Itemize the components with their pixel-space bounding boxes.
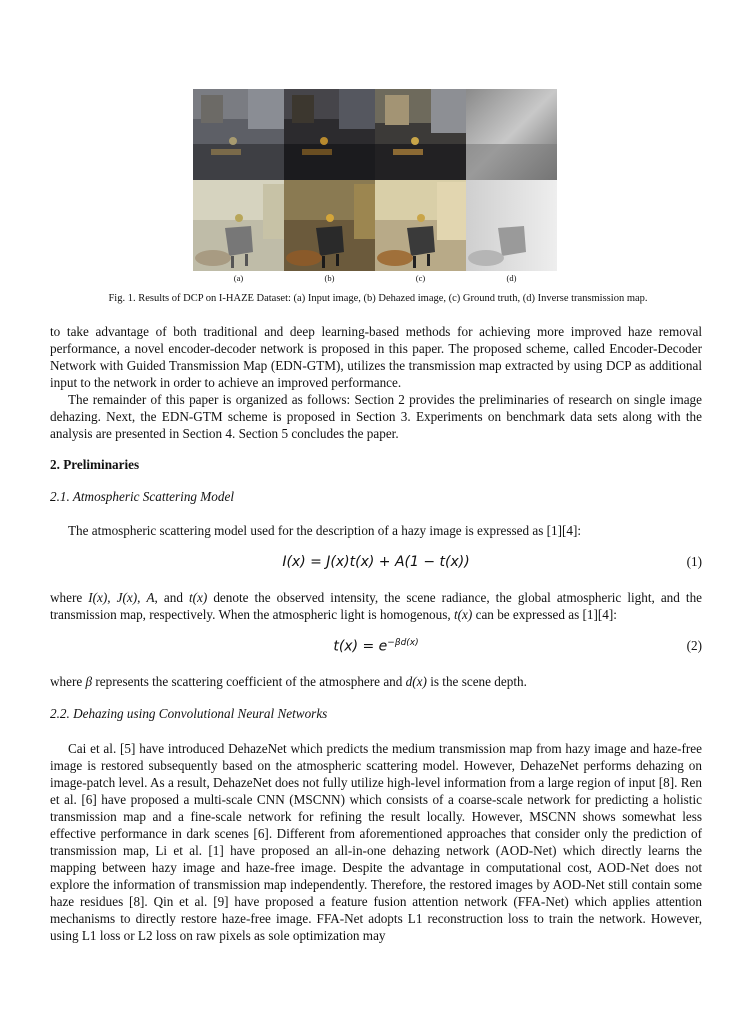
sublabel-c: (c) (415, 273, 426, 283)
equation-2 (50, 638, 702, 660)
figure-1 (193, 89, 557, 285)
atmospheric-text-3 (50, 673, 702, 690)
figure-sublabels (193, 271, 557, 285)
figure-image-b-bottom (284, 180, 375, 271)
intro-text (50, 323, 702, 442)
sublabel-a: (a) (233, 273, 244, 283)
atmospheric-paragraph-1: The atmospheric scattering model used for the description of a hazy image is expressed as [1][4]: (68, 523, 582, 538)
figure-image-grid (193, 89, 557, 271)
figure-image-c-bottom (375, 180, 466, 271)
sublabel-b: (b) (324, 273, 335, 283)
equation-2-body: $t(x) = e^{-\beta d(x)}$ (333, 638, 419, 655)
figure-image-a-top (193, 89, 284, 180)
subsection-heading-2-1: 2.1. Atmospheric Scattering Model (50, 489, 234, 504)
equation-1-body: I(x) = J(x)t(x) + A(1 − t(x)) (282, 554, 470, 570)
figure-image-d-bottom (466, 180, 557, 271)
intro-paragraph-1: to take advantage of both traditional and deep learning-based methods for achieving more improved haze removal performance, a novel encoder-decoder network is proposed in this paper. The proposed scheme, called Encoder-Decoder Network with Guided Transmission Map (EDN-GTM), utilizes the transmission map extracted by using DCP as additional input to the network in order to achieve an improved performance. (50, 324, 702, 390)
atmospheric-paragraph-2: where I(x), J(x), A, and t(x) denote the observed intensity, the scene radiance, the global atmospheric light, and the transmission map, respectively. When the atmospheric light is homogenous, t(x) can be expressed as [1][4]: (50, 590, 703, 622)
cnn-text (50, 740, 702, 944)
subsection-heading-2-2: 2.2. Dehazing using Convolutional Neural Networks (50, 706, 328, 721)
atmospheric-paragraph-3: where β represents the scattering coefficient of the atmosphere and d(x) is the scene depth. (50, 674, 527, 689)
figure-image-b-top (284, 89, 375, 180)
equation-1 (50, 554, 702, 576)
cnn-paragraph-1: Cai et al. [5] have introduced DehazeNet which predicts the medium transmission map from hazy image and haze-free image is restored subsequently based on the atmospheric scattering model. However, DehazeNet performs dehazing on image-patch level. As a result, DehazeNet does not fully utilize high-level information from a large region of input [8]. Ren et al. [6] have proposed a multi-scale CNN (MSCNN) which consists of a coarse-scale network for predicting a holistic transmission map and a fine-scale network for refining the result locally. However, MSCNN shows somewhat less effective performance in dark scenes [6]. Different from aforementioned approaches that consider only the prediction of transmission map, Li et al. [1] have proposed an all-in-one dehazing network (AOD-Net) which directly learns the mapping between hazy image and haze-free image. Despite the advantage in computational cost, AOD-Net does not explore the information of transmission map independently. Therefore, the restored images by AOD-Net still contain some haze residues [8]. Qin et al. [9] have proposed a feature fusion attention network (FFA-Net) which applies attention mechanisms to directly restore haze-free image. FFA-Net adopts L1 reconstruction loss to train the network. However, using L1 loss or L2 loss on raw pixels as sole optimization may (50, 741, 702, 943)
section-heading: 2. Preliminaries (50, 457, 140, 472)
intro-paragraph-2: The remainder of this paper is organized as follows: Section 2 provides the preliminaries of research on single image dehazing. Next, the EDN-GTM scheme is proposed in Section 3. Experiments on benchmark data sets along with the analysis are presented in Section 4. Section 5 concludes the paper. (50, 392, 702, 441)
figure-caption: Fig. 1. Results of DCP on I-HAZE Dataset: (a) Input image, (b) Dehazed image, (c) Ground truth, (d) Inverse transmission map. (108, 293, 648, 304)
atmospheric-intro (50, 522, 702, 539)
sublabel-d: (d) (506, 273, 517, 283)
atmospheric-text-2 (50, 589, 702, 623)
figure-image-c-top (375, 89, 466, 180)
equation-2-number: (2) (686, 638, 702, 653)
figure-image-a-bottom (193, 180, 284, 271)
figure-image-d-top (466, 89, 557, 180)
equation-1-number: (1) (686, 554, 702, 569)
